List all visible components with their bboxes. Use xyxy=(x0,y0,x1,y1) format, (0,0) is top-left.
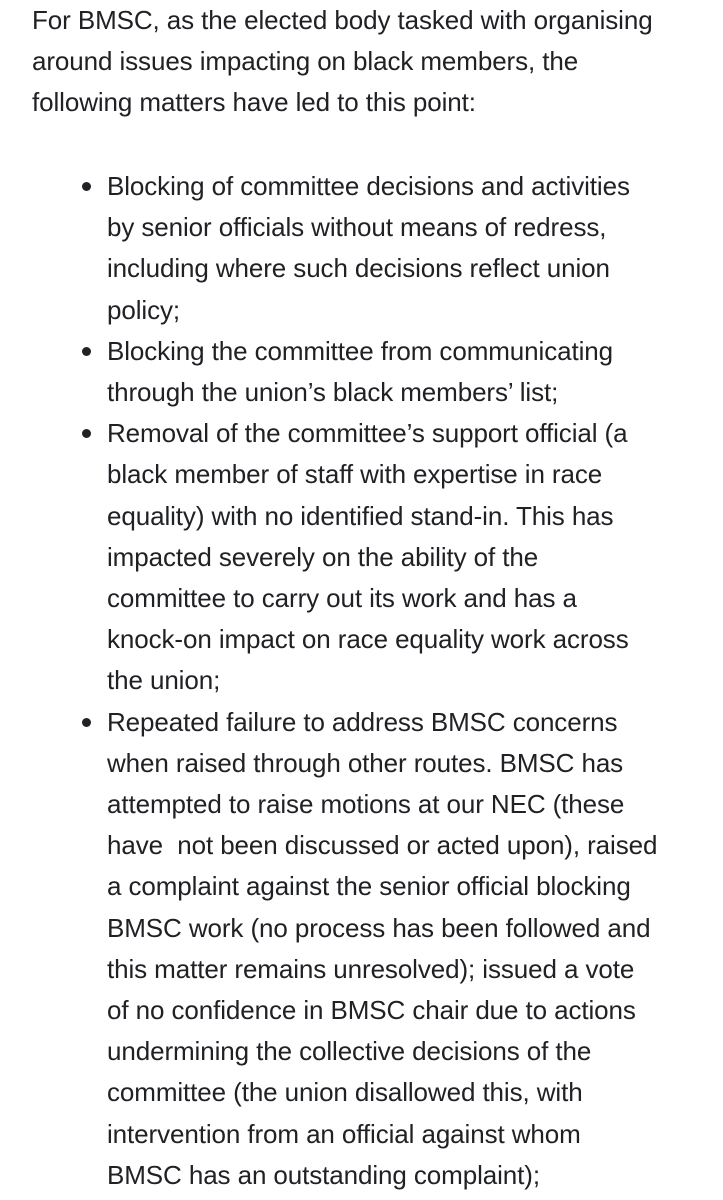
list-item xyxy=(32,413,712,701)
list-item-line: attempted to raise motions at our NEC (these xyxy=(107,789,625,820)
intro-line: following matters have led to this point: xyxy=(32,87,476,118)
list-item-line: when raised through other routes. BMSC has xyxy=(107,747,624,778)
intro-paragraph xyxy=(32,0,712,124)
list-item-line: intervention from an official against whom xyxy=(107,1118,581,1149)
matters-list xyxy=(32,166,712,1196)
list-item-line: including where such decisions reflect union xyxy=(107,253,610,284)
list-item-line: undermining the collective decisions of the xyxy=(107,1036,592,1067)
list-item-line: this matter remains unresolved); issued a vote xyxy=(107,953,635,984)
list-item-line: BMSC has an outstanding complaint); xyxy=(107,1159,540,1190)
list-item-line: BMSC work (no process has been followed and xyxy=(107,912,651,943)
list-item xyxy=(32,331,712,413)
list-item-line: knock-on impact on race equality work across xyxy=(107,624,629,655)
list-item-line: Removal of the committee’s support official (a xyxy=(107,418,628,449)
list-item-line: have not been discussed or acted upon), raised xyxy=(107,830,658,861)
list-item xyxy=(32,166,712,331)
list-item-line: policy; xyxy=(107,294,180,325)
list-item-line: Blocking of committee decisions and activities xyxy=(107,171,630,201)
list-item xyxy=(32,702,712,1196)
intro-line: around issues impacting on black members, the xyxy=(32,46,579,77)
bullet-dot-icon xyxy=(82,718,91,727)
intro-line: For BMSC, as the elected body tasked with organising xyxy=(32,5,653,35)
list-item-line: equality) with no identified stand-in. This has xyxy=(107,500,614,531)
list-item-line: a complaint against the senior official blocking xyxy=(107,871,631,902)
bullet-dot-icon xyxy=(82,429,91,438)
list-item-line: of no confidence in BMSC chair due to actions xyxy=(107,995,636,1026)
document-body xyxy=(32,0,712,1190)
list-item-line: committee (the union disallowed this, with xyxy=(107,1077,583,1108)
list-item-line: committee to carry out its work and has a xyxy=(107,583,577,614)
bullet-dot-icon xyxy=(82,182,91,191)
list-item-line: by senior officials without means of redress, xyxy=(107,212,607,243)
list-item-line: black member of staff with expertise in race xyxy=(107,459,603,490)
list-item-line: impacted severely on the ability of the xyxy=(107,541,539,572)
list-item-line: through the union’s black members’ list; xyxy=(107,377,559,408)
bullet-dot-icon xyxy=(82,347,91,356)
list-item-line: Repeated failure to address BMSC concerns xyxy=(107,706,618,737)
list-item-line: Blocking the committee from communicating xyxy=(107,335,613,366)
list-item-line: the union; xyxy=(107,665,221,696)
